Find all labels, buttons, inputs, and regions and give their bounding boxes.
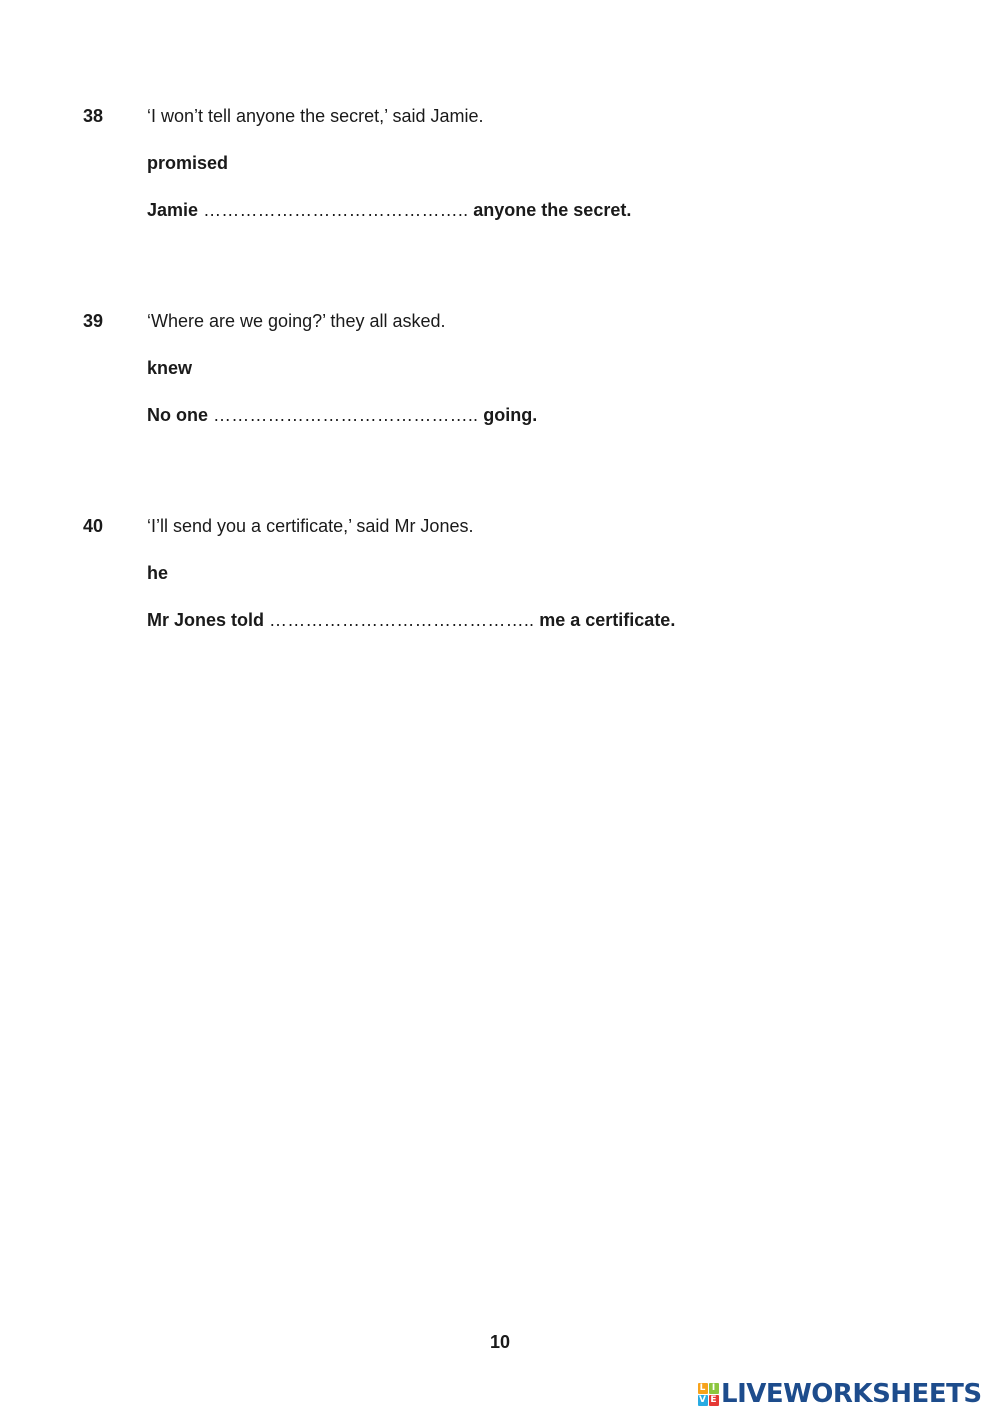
answer-line: [147, 199, 631, 221]
question-number: 39: [83, 311, 104, 331]
question-sentence: ‘I won’t tell anyone the secret,’ said Jamie.: [147, 106, 484, 126]
logo-tile-l: L: [698, 1383, 708, 1394]
question-keyword: knew: [147, 358, 193, 378]
answer-end: anyone the secret.: [473, 200, 632, 220]
answer-start: No one: [147, 405, 208, 425]
logo-tile-e: E: [710, 1395, 717, 1405]
answer-start: Jamie: [147, 200, 199, 220]
logo-tile-v: V: [699, 1395, 706, 1405]
answer-blank[interactable]: ……………………………………..: [213, 405, 479, 425]
answer-blank[interactable]: ……………………………………..: [269, 610, 535, 630]
question-sentence: ‘Where are we going?’ they all asked.: [147, 311, 446, 331]
question-sentence: ‘I’ll send you a certificate,’ said Mr Jones.: [147, 516, 474, 536]
question-number: 40: [83, 516, 104, 536]
answer-blank[interactable]: ……………………………………..: [203, 200, 469, 220]
liveworksheets-brand[interactable]: [697, 1379, 982, 1409]
question-number: 38: [83, 106, 104, 126]
answer-line: [147, 404, 537, 426]
logo-tile-i: I: [709, 1383, 719, 1394]
page-number: 10: [489, 1332, 511, 1352]
answer-end: me a certificate.: [539, 610, 676, 630]
question-keyword: he: [147, 563, 169, 583]
brand-text: LIVEWORKSHEETS: [721, 1379, 982, 1409]
question-keyword: promised: [147, 153, 229, 173]
answer-end: going.: [483, 405, 538, 425]
answer-start: Mr Jones told: [147, 610, 265, 630]
liveworksheets-logo-icon: [697, 1382, 719, 1406]
answer-line: [147, 609, 675, 631]
